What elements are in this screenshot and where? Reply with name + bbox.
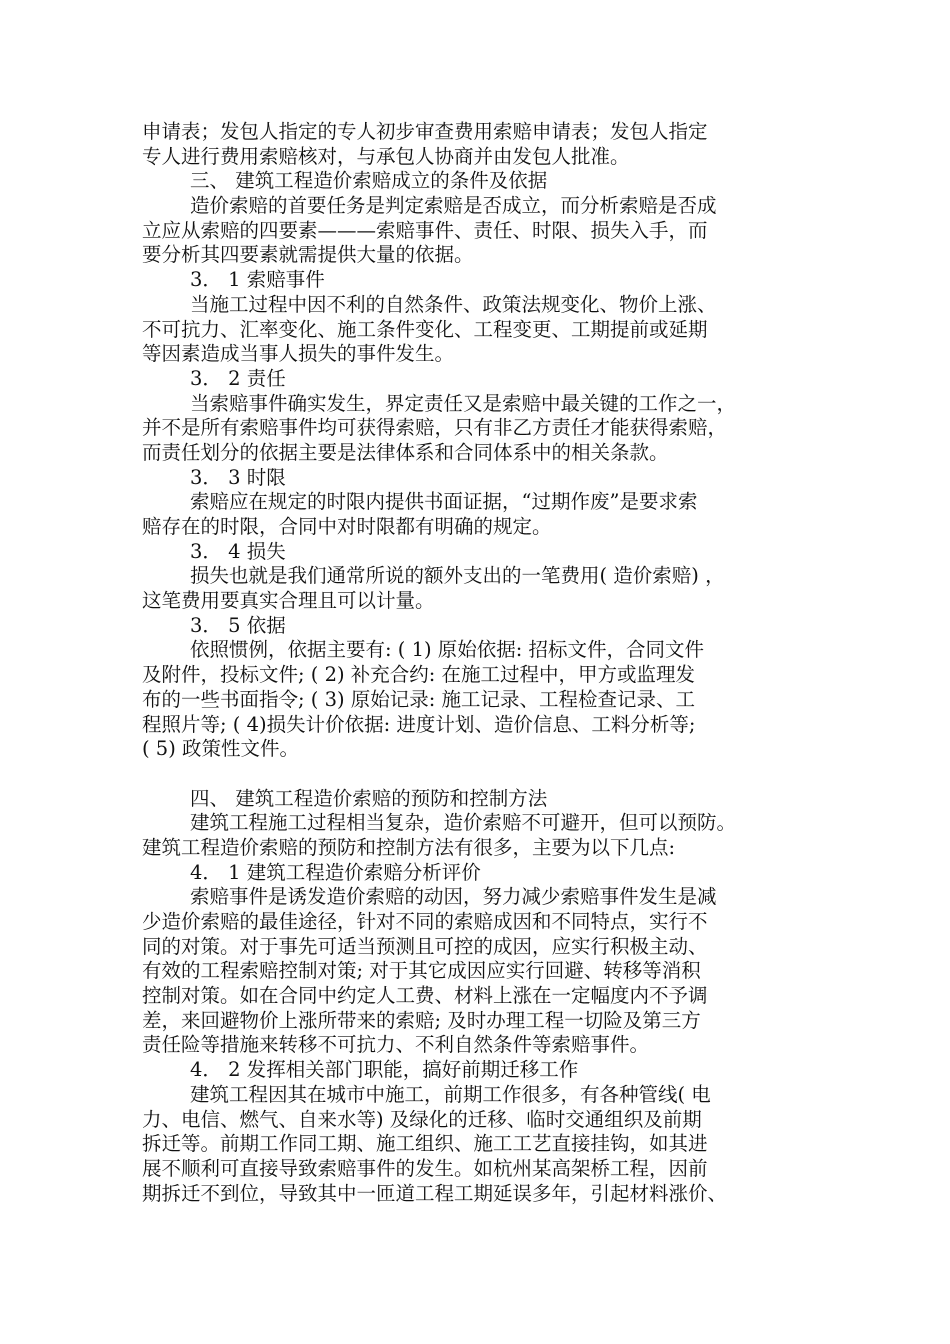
text-line: 要分析其四要素就需提供大量的依据。	[142, 243, 474, 267]
text-line: 及附件，投标文件; ( 2) 补充合约: 在施工过程中，甲方或监理发	[142, 663, 696, 687]
text-line: 而责任划分的依据主要是法律体系和合同体系中的相关条款。	[142, 440, 669, 464]
text-line: 少造价索赔的最佳途径，针对不同的索赔成因和不同特点，实行不	[142, 910, 708, 933]
text-line: 控制对策。如在合同中约定人工费、材料上涨在一定幅度内不予调	[142, 984, 708, 1008]
text-line: 专人进行费用索赔核对，与承包人协商并由发包人批准。	[142, 144, 630, 168]
text-line: 责任险等措施来转移不可抗力、不利自然条件等索赔事件。	[142, 1033, 650, 1057]
text-line: 等因素造成当事人损失的事件发生。	[142, 342, 455, 366]
text-line: 3． 5 依据	[190, 613, 286, 637]
blank-line	[142, 762, 822, 787]
text-line: 四、 建筑工程造价索赔的预防和控制方法	[190, 786, 548, 810]
text-line: 建筑工程造价索赔的预防和控制方法有很多，主要为以下几点:	[142, 835, 676, 859]
text-line: 当索赔事件确实发生，界定责任又是索赔中最关键的工作之一，	[190, 391, 737, 415]
text-line: 立应从索赔的四要素———索赔事件、责任、时限、损失入手，而	[142, 218, 708, 242]
text-line: 建筑工程因其在城市中施工，前期工作很多，有各种管线( 电	[190, 1082, 711, 1106]
text-line: 拆迁等。前期工作同工期、施工组织、施工工艺直接挂钩，如其进	[142, 1132, 708, 1156]
text-line: 同的对策。对于事先可适当预测且可控的成因，应实行积极主动、	[142, 934, 708, 958]
text-line: 这笔费用要真实合理且可以计量。	[142, 589, 435, 613]
text-line: 不可抗力、汇率变化、施工条件变化、工程变更、工期提前或延期	[142, 317, 708, 341]
text-line: 力、电信、燃气、自来水等) 及绿化的迁移、临时交通组织及前期	[142, 1107, 702, 1131]
text-line: 3． 3 时限	[190, 465, 286, 489]
text-line: ( 5) 政策性文件。	[142, 737, 300, 761]
text-line: 造价索赔的首要任务是判定索赔是否成立，而分析索赔是否成	[190, 194, 717, 218]
text-line: 索赔事件是诱发造价索赔的动因，努力减少索赔事件发生是减	[190, 885, 717, 909]
document-body	[142, 120, 822, 1206]
text-line: 依照惯例，依据主要有: ( 1) 原始依据: 招标文件，合同文件	[190, 638, 705, 662]
text-line: 4． 2 发挥相关部门职能，搞好前期迁移工作	[190, 1058, 579, 1082]
text-line: 有效的工程索赔控制对策; 对于其它成因应实行回避、转移等消积	[142, 959, 701, 983]
text-line: 期拆迁不到位，导致其中一匝道工程工期延误多年，引起材料涨价、	[142, 1181, 728, 1205]
text-line: 申请表；发包人指定的专人初步审查费用索赔申请表；发包人指定	[142, 120, 708, 143]
text-line: 损失也就是我们通常所说的额外支出的一笔费用( 造价索赔) ，	[190, 564, 725, 588]
text-line: 展不顺利可直接导致索赔事件的发生。如杭州某高架桥工程，因前	[142, 1156, 708, 1180]
text-line: 3． 2 责任	[190, 366, 286, 390]
text-line: 布的一些书面指令; ( 3) 原始记录: 施工记录、工程检查记录、工	[142, 687, 696, 711]
text-line: 当施工过程中因不利的自然条件、政策法规变化、物价上涨、	[190, 292, 717, 316]
text-line: 程照片等; ( 4)损失计价依据: 进度计划、造价信息、工料分析等;	[142, 712, 696, 736]
text-line: 3． 1 索赔事件	[190, 268, 325, 292]
text-line: 建筑工程施工过程相当复杂，造价索赔不可避开，但可以预防。	[190, 811, 737, 835]
text-line: 赔存在的时限，合同中对时限都有明确的规定。	[142, 515, 552, 538]
text-line: 3． 4 损失	[190, 539, 286, 563]
text-line: 差，来回避物价上涨所带来的索赔; 及时办理工程一切险及第三方	[142, 1008, 701, 1032]
text-line: 索赔应在规定的时限内提供书面证据，“过期作废”是要求索	[190, 490, 698, 514]
text-line: 三、 建筑工程造价索赔成立的条件及依据	[190, 169, 548, 193]
text-line: 并不是所有索赔事件均可获得索赔，只有非乙方责任才能获得索赔，	[142, 416, 728, 440]
text-line: 4． 1 建筑工程造价索赔分析评价	[190, 860, 481, 884]
